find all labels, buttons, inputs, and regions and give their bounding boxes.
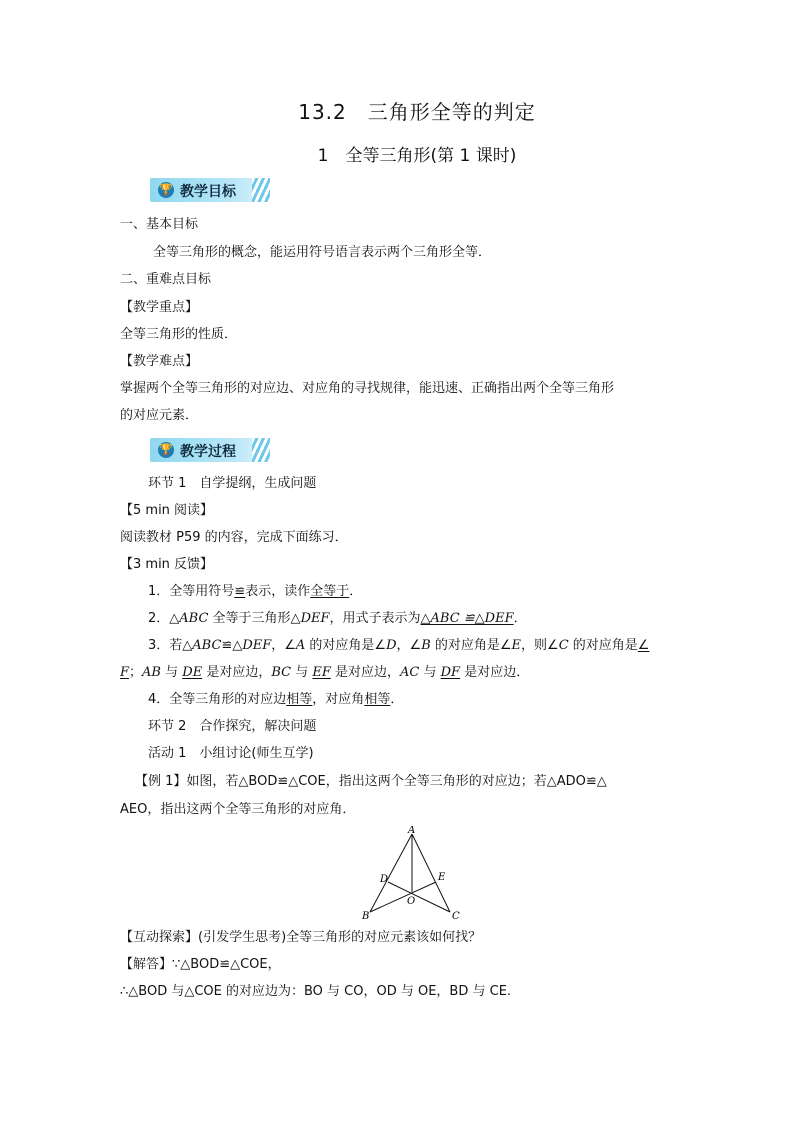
q3-answer: DF [440, 665, 461, 680]
q2-text: 全等于三角形△ [208, 611, 301, 626]
trophy-icon: 🏆 [159, 443, 173, 456]
q3-text: ，则∠ [521, 638, 559, 653]
q3-text: 与 [291, 665, 313, 680]
q2-text: 2．△ [148, 611, 180, 626]
step2-title: 环节 2 合作探究，解决问题 [148, 719, 317, 734]
q2-var: ABC [179, 611, 209, 626]
q4-text: ，对应角 [312, 692, 365, 707]
q3-text: ； [129, 665, 143, 680]
basic-goal-heading: 一、基本目标 [120, 217, 199, 232]
q3-answer: DE [182, 665, 203, 680]
q3-var: A [295, 638, 306, 653]
q3-var: BC [271, 665, 292, 680]
q3-text: 的对应角是∠ [430, 638, 512, 653]
difficulty-text-line1: 掌握两个全等三角形的对应边、对应角的寻找规律，能迅速、正确指出两个全等三角形 [120, 381, 615, 396]
focus-text: 全等三角形的性质． [120, 327, 238, 342]
q3-text: 与 [161, 665, 183, 680]
label-B: B [362, 911, 370, 922]
q4-answer: 相等 [364, 692, 391, 707]
label-O: O [407, 896, 416, 907]
q3-var: E [511, 638, 522, 653]
q3-var: AB [142, 665, 161, 680]
segment-BE [370, 882, 436, 912]
example1-line1: 【例 1】如图，若△BOD≌△COE，指出这两个全等三角形的对应边；若△ADO≌△ [135, 774, 607, 789]
q3-answer: EF [312, 665, 331, 680]
label-C: C [452, 911, 460, 922]
q3-var: AC [400, 665, 420, 680]
q3-text: 与 [419, 665, 441, 680]
q4-text: 4．全等三角形的对应边 [148, 692, 287, 707]
q1-text: 表示，读作 [245, 584, 311, 599]
q2-var: DEF [300, 611, 330, 626]
example1-line2: AEO，指出这两个全等三角形的对应角． [120, 802, 356, 817]
question-4 [148, 690, 708, 710]
segment-CD [388, 882, 450, 912]
banner-stripes [252, 178, 270, 202]
q3-answer: ∠ [637, 638, 650, 653]
q3-text: 是对应边． [460, 665, 530, 680]
goals-banner [150, 178, 270, 202]
q1-answer-symbol: ≌ [234, 584, 246, 599]
q3-text: ，∠ [271, 638, 296, 653]
label-D: D [380, 874, 389, 885]
explore-text: 【互动探索】(引发学生思考)全等三角形的对应元素该如何找？ [120, 930, 482, 945]
q3-var: C [558, 638, 569, 653]
question-2 [148, 609, 708, 629]
q3-answer: F [120, 665, 130, 680]
key-goal-heading: 二、重难点目标 [120, 272, 212, 287]
answer-tag: 【解答】∵△BOD≌△COE， [120, 957, 281, 972]
triangle-figure [356, 826, 466, 922]
lesson-subtitle: 1 全等三角形(第 1 课时) [317, 146, 517, 166]
q2-answer: △ABC ≌△DEF [420, 611, 514, 626]
q3-var: B [421, 638, 431, 653]
q2-text: ． [513, 611, 527, 626]
step1-title: 环节 1 自学提纲，生成问题 [148, 476, 317, 491]
read-tag: 【5 min 阅读】 [120, 503, 214, 518]
question-3-line1 [148, 636, 708, 656]
q3-var: DEF [242, 638, 272, 653]
activity1-title: 活动 1 小组讨论(师生互学) [148, 746, 314, 761]
trophy-icon: 🏆 [159, 183, 173, 196]
process-banner-label: 教学过程 [180, 444, 236, 460]
goals-banner-label: 教学目标 [180, 184, 236, 200]
question-3-line2 [120, 663, 680, 683]
question-1 [148, 582, 708, 602]
process-banner [150, 438, 270, 462]
q3-var: D [386, 638, 397, 653]
q3-text: 3．若△ [148, 638, 193, 653]
feedback-tag: 【3 min 反馈】 [120, 557, 214, 572]
q3-text: 是对应边， [202, 665, 272, 680]
q4-text: ． [390, 692, 404, 707]
q1-answer-reading: 全等于 [310, 584, 350, 599]
q1-text: 1．全等用符号 [148, 584, 235, 599]
q4-answer: 相等 [286, 692, 313, 707]
banner-stripes [252, 438, 270, 462]
focus-tag: 【教学重点】 [120, 300, 199, 315]
q1-text: ． [349, 584, 363, 599]
label-A: A [408, 826, 416, 836]
segment-AB [370, 834, 412, 912]
q3-text: ≌△ [221, 638, 243, 653]
label-E: E [438, 872, 446, 883]
read-text: 阅读教材 P59 的内容，完成下面练习． [120, 530, 348, 545]
q3-text: 是对应边， [330, 665, 400, 680]
difficulty-text-line2: 的对应元素． [120, 408, 199, 423]
q3-text: 的对应角是∠ [305, 638, 387, 653]
basic-goal-text: 全等三角形的概念，能运用符号语言表示两个三角形全等． [153, 245, 492, 260]
q3-text: 的对应角是 [568, 638, 638, 653]
difficulty-tag: 【教学难点】 [120, 354, 199, 369]
section-title: 13.2 三角形全等的判定 [298, 100, 536, 124]
q3-text: ，∠ [396, 638, 422, 653]
q2-text: ，用式子表示为 [329, 611, 421, 626]
q3-var: ABC [192, 638, 222, 653]
answer-text: ∴△BOD 与△COE 的对应边为：BO 与 CO，OD 与 OE，BD 与 CE. [120, 984, 512, 999]
